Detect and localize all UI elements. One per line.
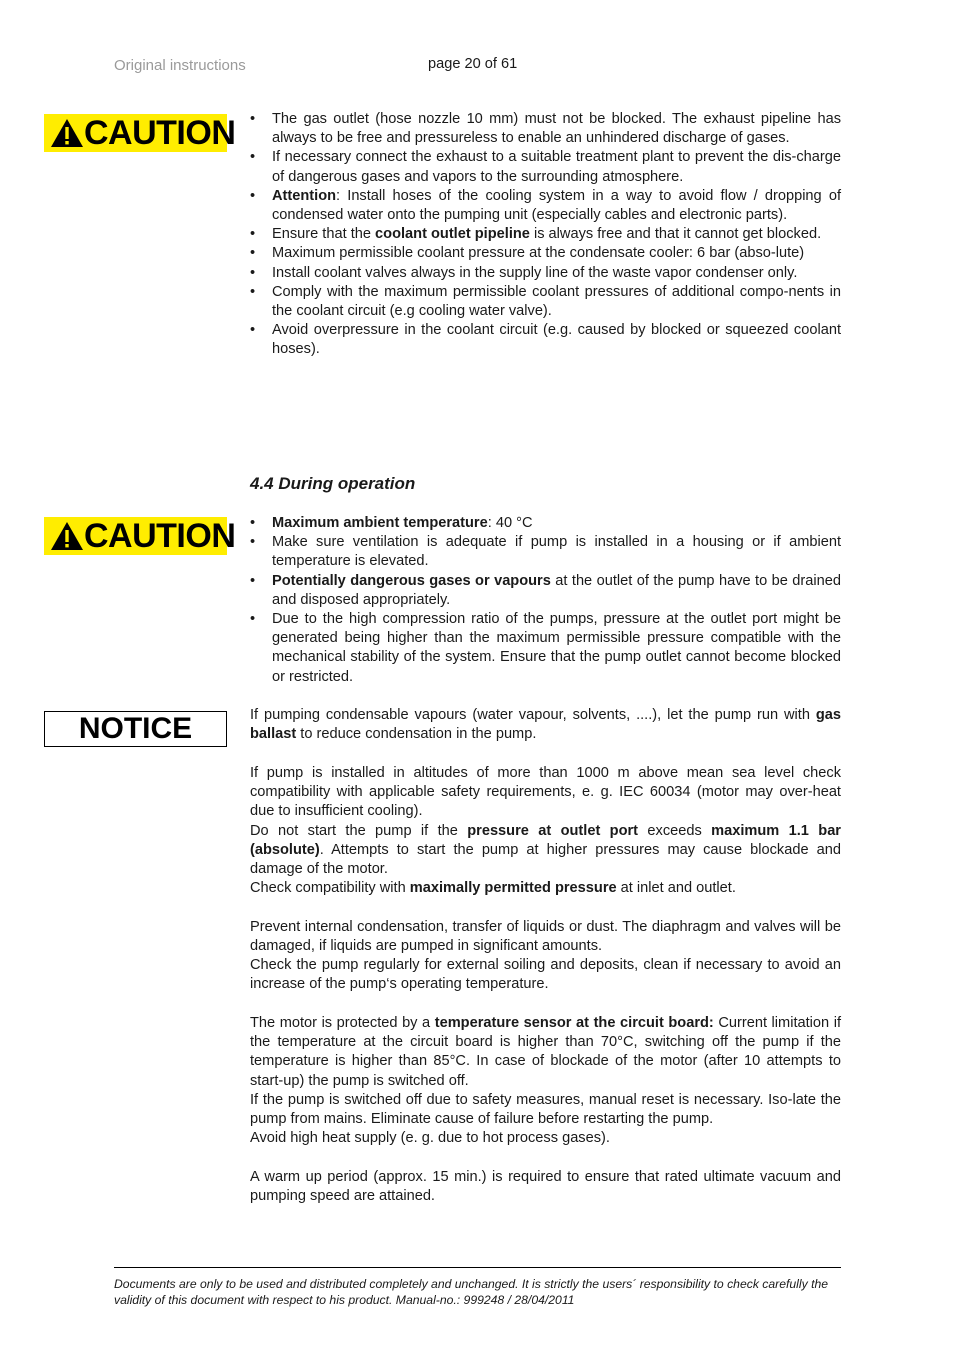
paragraph-text: A warm up period (approx. 15 min.) is required to ensure that rated ultimate vacuum and pumping speed are attained. [250, 1169, 841, 1205]
bullet-item [250, 514, 841, 533]
caution-label [44, 114, 236, 152]
item-text: Avoid overpressure in the coolant circuit (e.g. caused by blocked or squeezed coolant hoses). [272, 322, 841, 358]
bold-text: gas ballast [250, 707, 841, 743]
notice-paragraph-6 [250, 956, 841, 994]
header-doc-type: Original instructions [114, 57, 246, 74]
caution-list-outlet [250, 110, 841, 360]
notice-paragraph-5 [250, 918, 841, 956]
notice-paragraph-1 [250, 706, 841, 744]
bullet-item [250, 572, 841, 610]
paragraph-text: at inlet and outlet. [616, 880, 736, 896]
bullet-item [250, 148, 841, 186]
notice-paragraph-8 [250, 1091, 841, 1129]
item-text: : 40 °C [487, 515, 533, 531]
item-text: Install coolant valves always in the supply line of the waste vapor condenser only. [272, 264, 798, 281]
bullet-item [250, 187, 841, 225]
paragraph-text: If pump is installed in altitudes of more than 1000 m above mean sea level check compatibility with applicable safety requirements, e. g. IEC 60034 (motor may over-heat due to insufficient cooling). [250, 765, 841, 820]
notice-paragraph-9 [250, 1129, 841, 1148]
paragraph-text: Check the pump regularly for external soiling and deposits, clean if necessary to avoid an increase of the pump‘s operating temperature. [250, 957, 841, 993]
bullet-item [250, 244, 841, 263]
paragraph-text: Avoid high heat supply (e. g. due to hot process gases). [250, 1130, 610, 1146]
paragraph-text: Check compatibility with [250, 880, 410, 896]
paragraph-text: Current limitation if the temperature at the circuit board is higher than 70°C, switching off the pump if the temperature is higher than 85°C. In case of blockade of the motor (after 10 attempts to start-up) the pump is switched off. [250, 1015, 841, 1089]
caution-text: CAUTION [84, 114, 236, 152]
paragraph-text: The motor is protected by a [250, 1015, 435, 1031]
item-text: Make sure ventilation is adequate if pump is installed in a housing or if ambient temperature is elevated. [272, 534, 841, 570]
bold-text: Potentially dangerous gases or vapours [272, 572, 551, 589]
paragraph-text: Prevent internal condensation, transfer of liquids or dust. The diaphragm and valves will be damaged, if liquids are pumped in significant amounts. [250, 919, 841, 955]
section-title: 4.4 During operation [250, 474, 416, 493]
caution-list-operation [250, 514, 841, 687]
page-number: page 20 of 61 [428, 56, 518, 72]
paragraph-text: to reduce condensation in the pump. [296, 726, 537, 743]
bold-text: Attention [272, 187, 337, 204]
item-text: Ensure that the [272, 226, 376, 243]
bold-text: maximally permitted pressure [409, 880, 617, 896]
item-text: Due to the high compression ratio of the pumps, pressure at the outlet port might be generated being higher than the maximum permissible pressure compatible with the mechanical stability of the system. Ensure that the pump outlet cannot become blocked or restricted. [272, 611, 841, 685]
item-text: at the outlet of the pump have to be drained and disposed appropriately. [272, 572, 841, 608]
paragraph-text: If pumping condensable vapours (water vapour, solvents, ....), let the pump run with [250, 707, 816, 723]
item-text: The gas outlet (hose nozzle 10 mm) must not be blocked. The exhaust pipeline has always to be free and pressureless to enable an unhindered discharge of gases. [272, 111, 841, 147]
item-text: If necessary connect the exhaust to a suitable treatment plant to prevent the dis-charge of dangerous gases and vapors to the surrounding atmosphere. [272, 149, 841, 185]
paragraph-text: . Attempts to start the pump at higher pressures may cause blockade and damage of the motor. [250, 842, 841, 878]
notice-label: NOTICE [44, 711, 227, 747]
notice-paragraph-2 [250, 764, 841, 822]
warning-triangle-icon [50, 521, 84, 551]
item-text: is always free and that it cannot get blocked. [529, 226, 822, 243]
caution-label [44, 517, 236, 555]
bold-text: Maximum ambient temperature [272, 515, 488, 531]
bullet-item [250, 110, 841, 148]
paragraph-text: Do not start the pump if the [250, 823, 468, 839]
bold-text: coolant outlet pipeline [375, 226, 530, 243]
warning-triangle-icon [50, 118, 84, 148]
paragraph-text: exceeds [638, 823, 712, 839]
bullet-item [250, 264, 841, 283]
bullet-item [250, 321, 841, 359]
footer-disclaimer: Documents are only to be used and distributed completely and unchanged. It is strictly the users´ responsibility to check carefully the validity of this document with respect to his product. Manual-no.: 999248 / 28/04/2011 [114, 1277, 829, 1307]
bullet-item [250, 610, 841, 687]
bold-text: temperature sensor at the circuit board: [434, 1015, 714, 1031]
footer-divider [114, 1267, 841, 1268]
paragraph-text: If the pump is switched off due to safety measures, manual reset is necessary. Iso-late the pump from mains. Eliminate cause of failure before restarting the pump. [250, 1092, 841, 1128]
bullet-item [250, 283, 841, 321]
caution-text: CAUTION [84, 517, 236, 555]
notice-paragraph-3 [250, 822, 841, 880]
notice-paragraph-4 [250, 879, 841, 898]
item-text: Maximum permissible coolant pressure at the condensate cooler: 6 bar (abso-lute) [272, 245, 805, 262]
notice-paragraph-10 [250, 1168, 841, 1206]
item-text: Comply with the maximum permissible coolant pressures of additional compo-nents in the coolant circuit (e.g cooling water valve). [272, 283, 841, 320]
item-text: : Install hoses of the cooling system in a way to avoid flow / dropping of condensed water onto the pumping unit (especially cables and electronic parts). [272, 187, 841, 224]
bullet-item [250, 533, 841, 571]
notice-paragraph-7 [250, 1014, 841, 1091]
bullet-item [250, 225, 841, 244]
bold-text: pressure at outlet port [467, 823, 639, 839]
bold-text: maximum 1.1 bar (absolute) [250, 823, 841, 859]
